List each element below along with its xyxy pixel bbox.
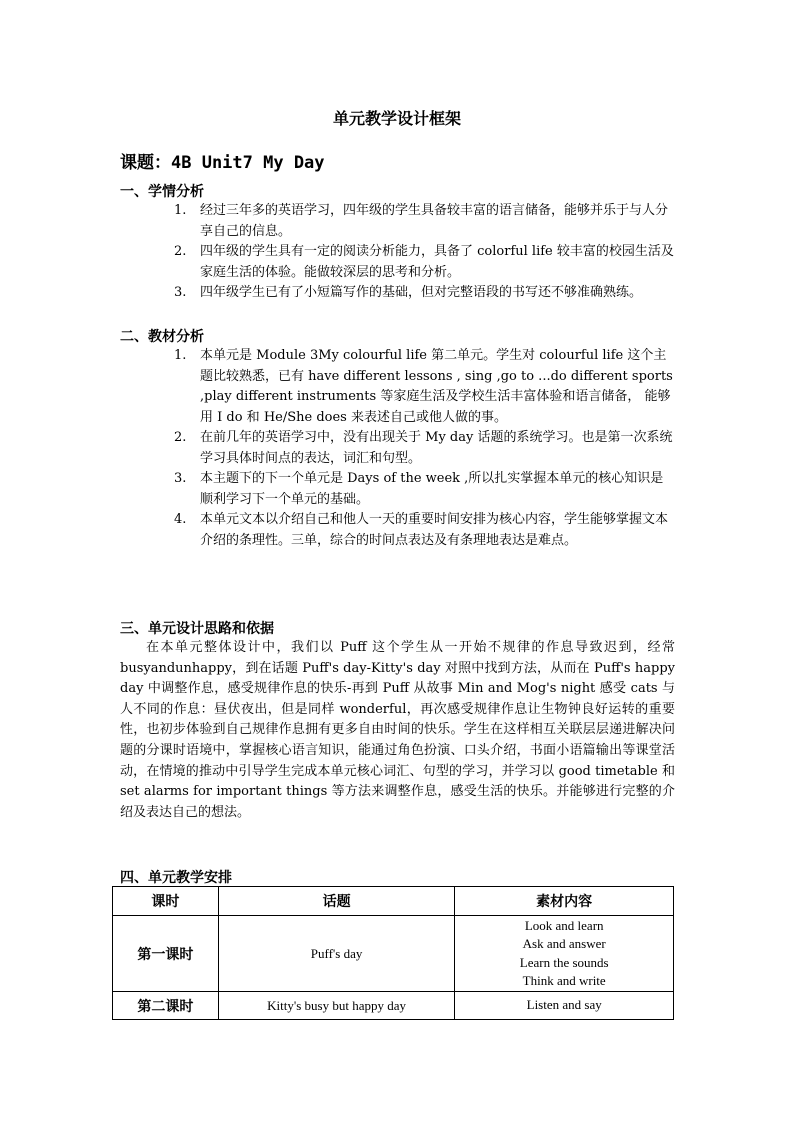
table-row xyxy=(113,916,674,992)
list-item: 3. 四年级学生已有了小短篇写作的基础，但对完整语段的书写还不够准确熟练。 xyxy=(174,285,643,300)
teaching-plan-table xyxy=(112,886,674,1020)
design-rationale-paragraph: 在本单元整体设计中，我们以 Puff 这个学生从一开始不规律的作息导致迟到，经常 busyandunhappy，到在话题 Puff's day-Kitty's day 对照中找到方法，从而在 Puff's happy day 中调整作息，感受规律作息的快乐-再到 Puff 从故事 Min and Mog's night 感受 cats 与人不同的作息：昼伏夜出，但是同样 wonderful，再次感受规律作息让生物钟良好运转的重要性，也初步体验到自己规律作息拥有更多自由时间的快乐。学生在这样相互关联层层递进解决问题的分课时语境中，掌握核心语言知识，能通过角色扮演、口头介绍，书面小语篇输出等课堂活动，在情境的推动中引导学生完成本单元核心词汇、句型的学习，并学习以 good timetable 和 set alarms for important things 等方法来调整作息，感受生活的快乐。并能够进行完整的介绍及表达自己的想法。 xyxy=(120,640,675,820)
materials-cell xyxy=(455,916,674,992)
list-item: 2. 在前几年的英语学习中，没有出现关于 My day 话题的系统学习。也是第一次系统学习具体时间点的表达，词汇和句型。 xyxy=(174,430,673,466)
material-item: Ask and answer xyxy=(522,936,606,951)
column-header-topic: 话题 xyxy=(218,887,455,916)
list-item: 2. 四年级的学生具有一定的阅读分析能力，具备了 colorful life 较丰富的校园生活及家庭生活的体验。能做较深层的思考和分析。 xyxy=(174,244,674,280)
topic-cell: Kitty's busy but happy day xyxy=(218,992,455,1020)
material-analysis-list xyxy=(174,346,674,551)
period-cell: 第一课时 xyxy=(113,916,219,992)
material-item: Learn the sounds xyxy=(519,954,609,970)
material-item: Listen and say xyxy=(526,997,602,1013)
section-heading-teaching-plan: 四、单元教学安排 xyxy=(120,870,232,886)
list-item: 3. 本主题下的下一个单元是 Days of the week ,所以扎实掌握本单元的核心知识是顺利学习下一个单元的基础。 xyxy=(174,471,664,507)
column-header-period: 课时 xyxy=(113,887,219,916)
material-item: Look and learn xyxy=(524,917,604,933)
material-item: Think and write xyxy=(522,973,606,988)
materials-cell xyxy=(455,992,674,1020)
section-heading-learner-analysis: 一、学情分析 xyxy=(120,184,204,200)
column-header-materials: 素材内容 xyxy=(455,887,674,916)
learner-analysis-list xyxy=(174,201,674,304)
document-title: 单元教学设计框架 xyxy=(332,109,461,128)
list-item: 4. 本单元文本以介绍自己和他人一天的重要时间安排为核心内容，学生能够掌握文本介绍的条理性。三单，综合的时间点表达及有条理地表达是难点。 xyxy=(174,512,669,548)
period-cell: 第二课时 xyxy=(113,992,219,1020)
table-row xyxy=(113,992,674,1020)
list-item: 1. 经过三年多的英语学习，四年级的学生具备较丰富的语言储备，能够并乐于与人分享自己的信息。 xyxy=(174,203,669,239)
lesson-title: 课题：4B Unit7 My Day xyxy=(120,153,325,173)
table-header-row xyxy=(113,887,674,916)
section-heading-material-analysis: 二、教材分析 xyxy=(120,329,204,345)
list-item: 1. 本单元是 Module 3My colourful life 第二单元。学生对 colourful life 这个主题比较熟悉，已有 have different lessons , sing ,go to ...do different sports ,play different instruments 等家庭生活及学校生活丰富体验和语言储备， 能够用 I do 和 He/She does 来表述自己或他人做的事。 xyxy=(174,348,673,425)
section-heading-design-rationale: 三、单元设计思路和依据 xyxy=(120,621,274,637)
topic-cell: Puff's day xyxy=(218,916,455,992)
